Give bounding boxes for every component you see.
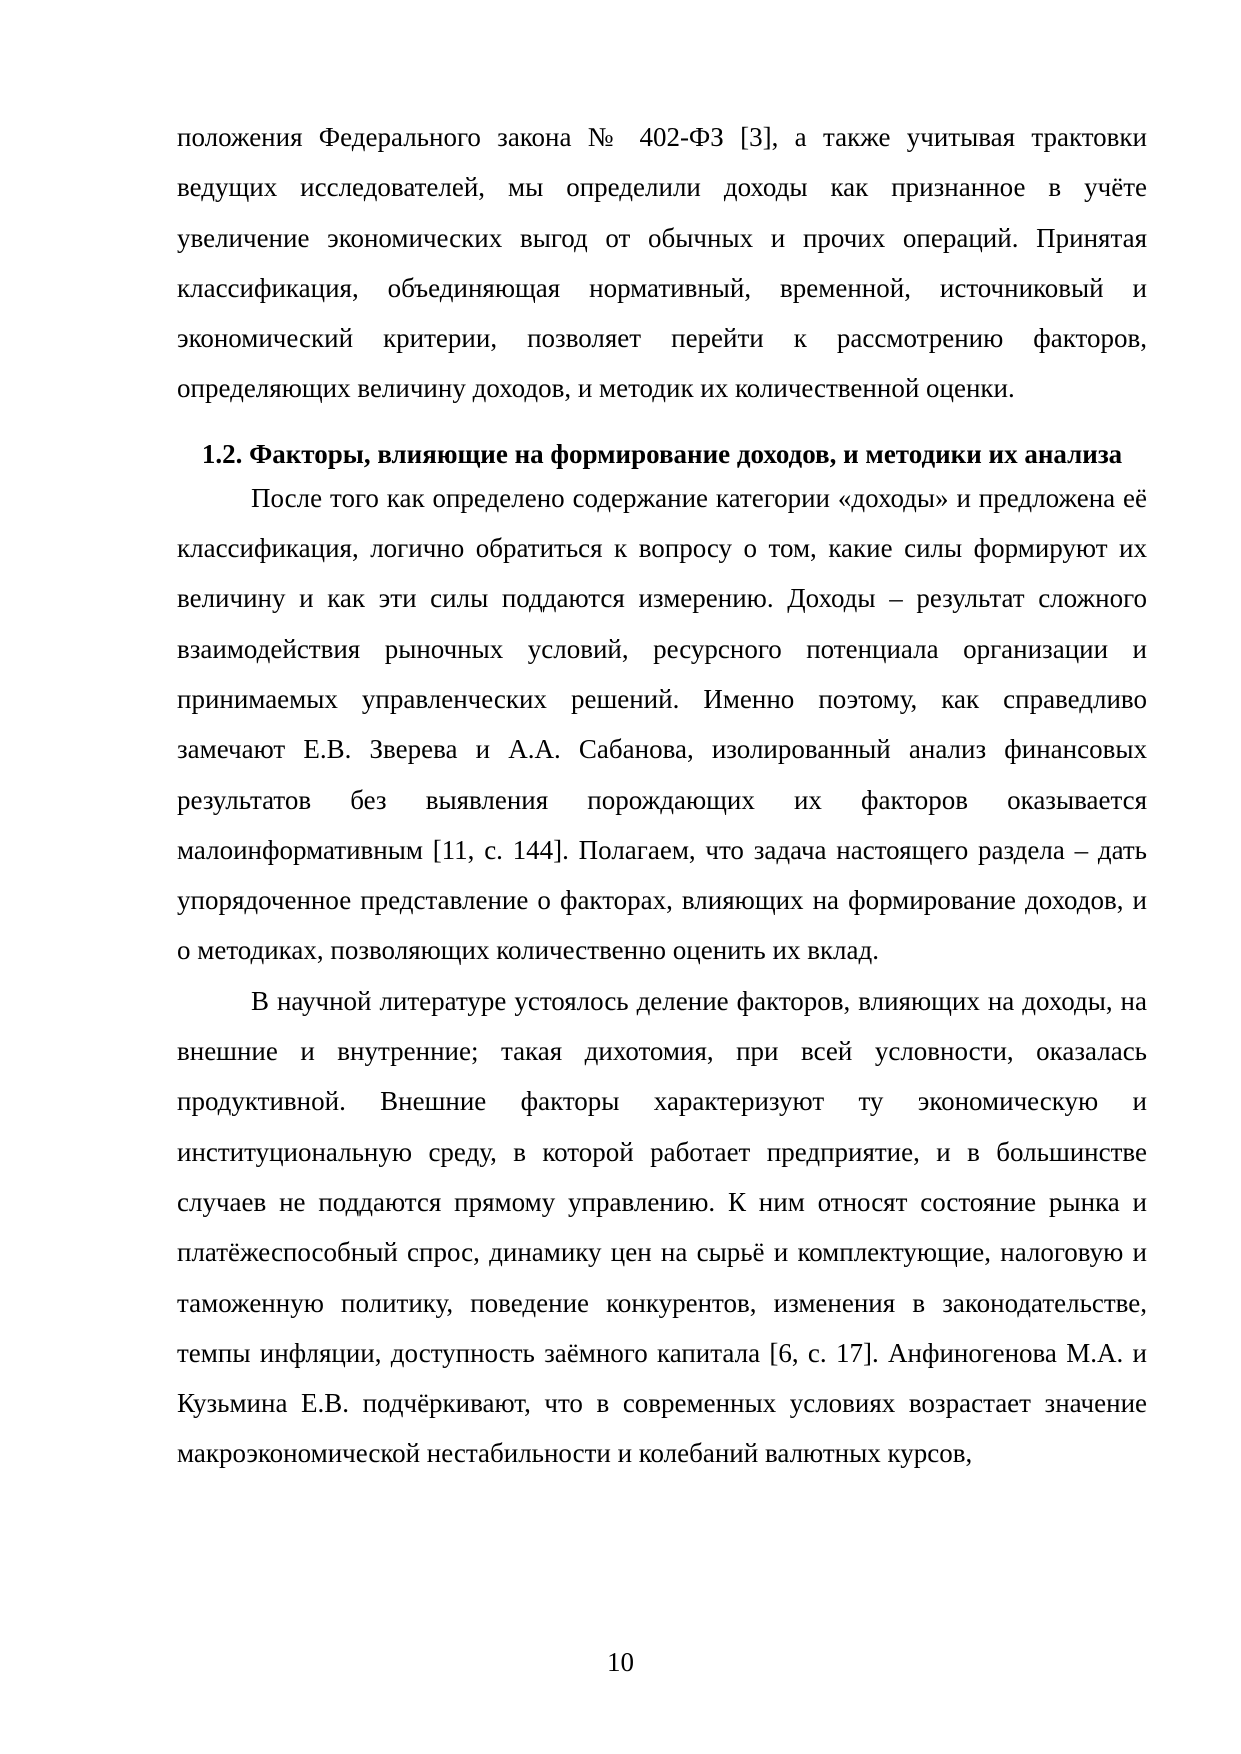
section-heading: 1.2. Факторы, влияющие на формирование доходов, и методики их анализа: [201, 438, 1123, 469]
intro-paragraph: положения Федерального закона № 402-ФЗ [3], а также учитывая трактовки ведущих исследователей, мы определили доходы как признанное в учёте увеличение экономических выгод от обычных и прочих операций. Принятая классификация, объединяющая нормативный, временной, источниковый и экономический критерии, позволяет перейти к рассмотрению факторов, определяющих величину доходов, и методик их количественной оценки.: [177, 122, 1147, 404]
page-number: 10: [607, 1647, 634, 1677]
body-paragraph: В научной литературе устоялось деление факторов, влияющих на доходы, на внешние и внутренние; такая дихотомия, при всей условности, оказалась продуктивной. Внешние факторы характеризуют ту экономическую и институциональную среду, в которой работает предприятие, и в большинстве случаев не поддаются прямому управлению. К ним относят состояние рынка и платёжеспособный спрос, динамику цен на сырьё и комплектующие, налоговую и таможенную политику, поведение конкурентов, изменения в законодательстве, темпы инфляции, доступность заёмного капитала [6, с. 17]. Анфиногенова М.А. и Кузьмина Е.В. подчёркивают, что в современных условиях возрастает значение макроэкономической нестабильности и колебаний валютных курсов,: [177, 985, 1147, 1469]
body-paragraph: После того как определено содержание категории «доходы» и предложена её классификация, логично обратиться к вопросу о том, какие силы формируют их величину и как эти силы поддаются измерению. Доходы – результат сложного взаимодействия рыночных условий, ресурсного потенциала организации и принимаемых управленческих решений. Именно поэтому, как справедливо замечают Е.В. Зверева и А.А. Сабанова, изолированный анализ финансовых результатов без выявления порождающих их факторов оказывается малоинформативным [11, с. 144]. Полагаем, что задача настоящего раздела – дать упорядоченное представление о факторах, влияющих на формирование доходов, и о методиках, позволяющих количественно оценить их вклад.: [177, 482, 1147, 966]
page-body: [177, 112, 1147, 1479]
